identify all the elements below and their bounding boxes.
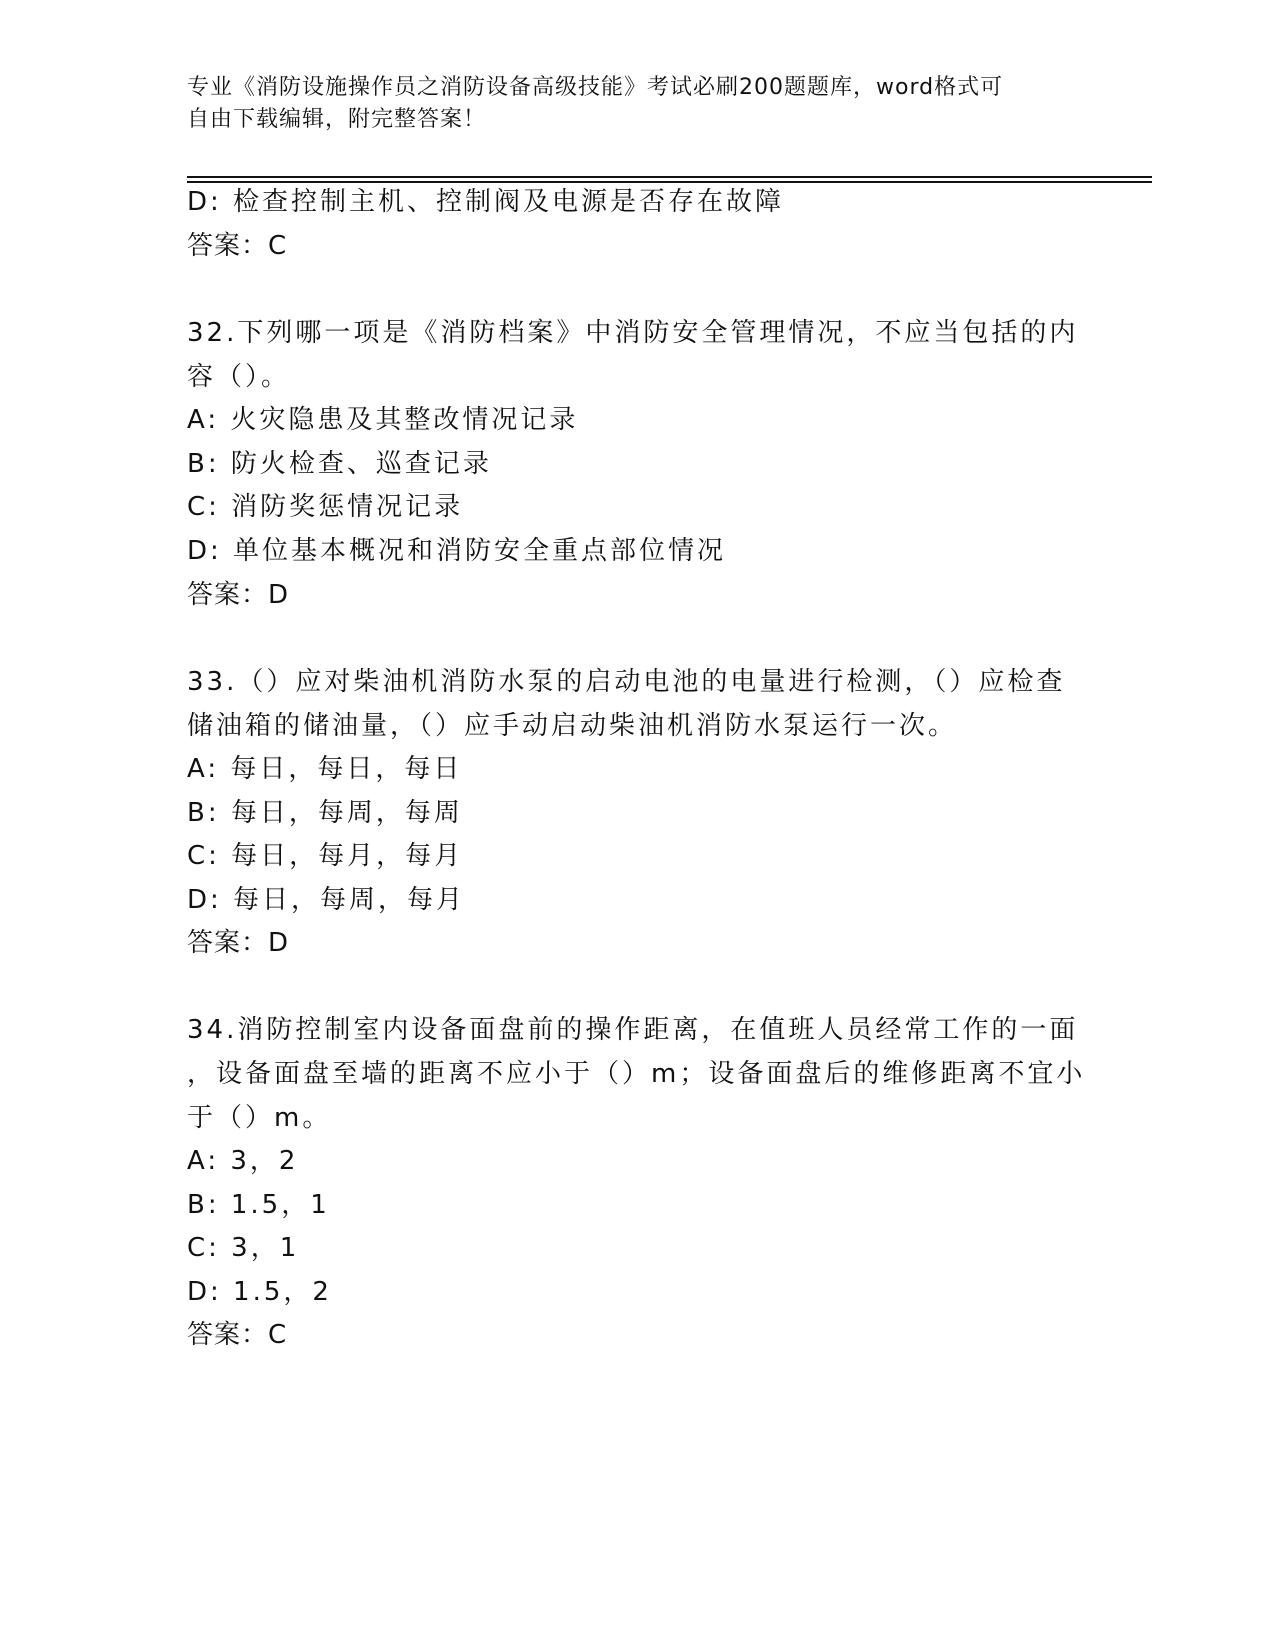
q33-answer: 答案：D <box>187 928 290 958</box>
header-divider-top <box>187 176 1152 178</box>
q32-answer: 答案：D <box>187 580 290 610</box>
q33-option-b: B: 每日，每周，每周 <box>187 798 463 828</box>
header-line-1: 专业《消防设施操作员之消防设备高级技能》考试必刷200题题库，word格式可 <box>187 75 1004 100</box>
q33-text-line-2: 储油箱的储油量，（）应手动启动柴油机消防水泵运行一次。 <box>187 711 958 741</box>
q32-text-line-2: 容（）。 <box>187 362 291 392</box>
prev-option-d: D: 检查控制主机、控制阀及电源是否存在故障 <box>187 187 785 217</box>
header-line-2: 自由下载编辑，附完整答案！ <box>187 107 487 132</box>
q33-option-a: A: 每日，每日，每日 <box>187 754 463 784</box>
q34-option-a: A: 3，2 <box>187 1146 299 1176</box>
prev-answer: 答案：C <box>187 231 288 261</box>
q33-option-d: D: 每日，每周，每月 <box>187 885 466 915</box>
q33-text-line-1: 33.（）应对柴油机消防水泵的启动电池的电量进行检测，（）应检查 <box>187 667 1066 697</box>
page-header <box>187 72 1087 136</box>
q34-option-d: D: 1.5，2 <box>187 1277 332 1307</box>
q34-text-line-1: 34.消防控制室内设备面盘前的操作距离，在值班人员经常工作的一面 <box>187 1015 1079 1045</box>
q32-option-a: A: 火灾隐患及其整改情况记录 <box>187 405 579 435</box>
q34-text-line-2: ，设备面盘至墙的距离不应小于（）m；设备面盘后的维修距离不宜小 <box>187 1059 1086 1089</box>
q32-option-d: D: 单位基本概况和消防安全重点部位情况 <box>187 536 727 566</box>
q32-text-line-1: 32.下列哪一项是《消防档案》中消防安全管理情况，不应当包括的内 <box>187 318 1079 348</box>
q34-option-c: C: 3，1 <box>187 1233 300 1263</box>
q33-option-c: C: 每日，每月，每月 <box>187 841 464 871</box>
q32-option-c: C: 消防奖惩情况记录 <box>187 492 464 522</box>
q34-text-line-3: 于（）m。 <box>187 1103 332 1133</box>
q34-answer: 答案：C <box>187 1320 288 1350</box>
q32-option-b: B: 防火检查、巡查记录 <box>187 449 492 479</box>
q34-option-b: B: 1.5，1 <box>187 1190 330 1220</box>
